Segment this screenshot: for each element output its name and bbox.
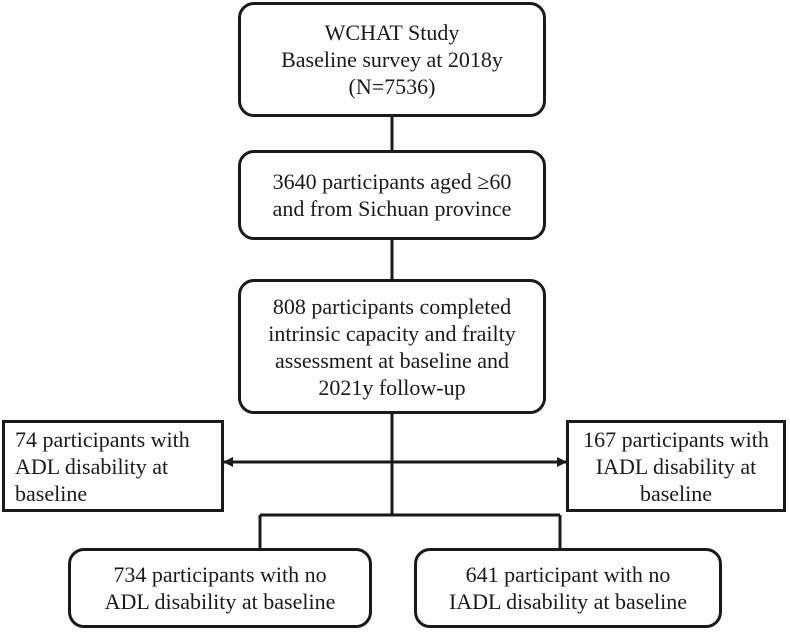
box-line: ADL disability at xyxy=(15,453,169,479)
box-line: Baseline survey at 2018y xyxy=(281,47,503,72)
box-line: baseline xyxy=(639,480,713,506)
box-line: 2021y follow-up xyxy=(318,374,466,400)
completed-assessment-box xyxy=(238,279,546,414)
iadl-cohort-box xyxy=(414,548,722,628)
baseline-survey-box xyxy=(238,2,546,117)
box-line: and from Sichuan province xyxy=(272,196,512,221)
box-line: baseline xyxy=(15,480,88,506)
box-line: ADL disability at baseline xyxy=(104,589,336,614)
box-line: IADL disability at baseline xyxy=(448,589,688,614)
box-line: 641 participant with no xyxy=(465,562,671,587)
adl-cohort-box xyxy=(68,548,372,628)
box-line: 808 participants completed xyxy=(272,293,512,319)
box-line: WCHAT Study xyxy=(324,20,460,45)
aged-participants-box xyxy=(238,150,546,240)
box-line: 74 participants with xyxy=(15,426,190,452)
box-line: IADL disability at xyxy=(595,453,757,479)
box-line: 167 participants with xyxy=(583,426,769,452)
box-line: 3640 participants aged ≥60 xyxy=(272,169,512,194)
adl-exclusion-box xyxy=(2,420,224,512)
box-line: intrinsic capacity and frailty xyxy=(268,320,516,346)
box-line: assessment at baseline and xyxy=(275,347,509,373)
box-line: 734 participants with no xyxy=(113,562,327,587)
box-line: (N=7536) xyxy=(348,74,436,99)
iadl-exclusion-box xyxy=(566,420,786,512)
